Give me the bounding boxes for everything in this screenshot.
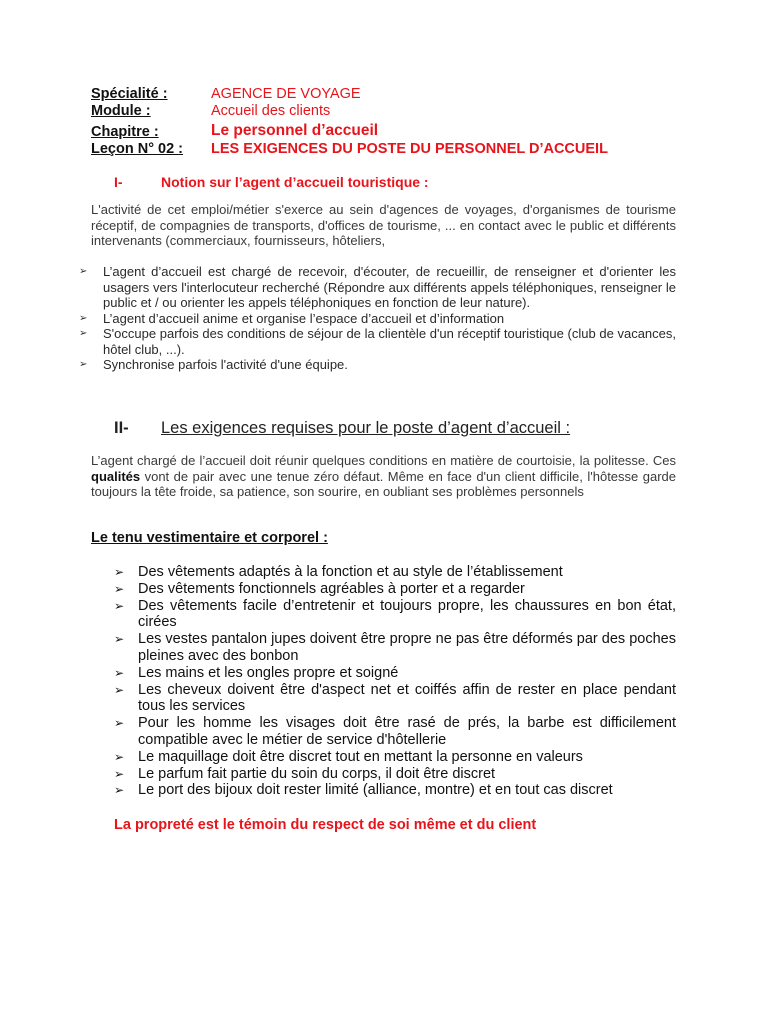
section2-heading — [114, 419, 570, 438]
list-item: ➢ Synchronise parfois l'activité d'une équipe. — [79, 357, 348, 372]
specialite-label: Spécialité : — [91, 86, 168, 102]
section1-intro: L'activité de cet emploi/métier s'exerce au sein d'agences de voyages, d'organismes de tourisme réceptif, de compagnies de transports, d'offices de tourisme, ... en contact avec le public et différents intervenants (commerciaux, fournisseurs, hôteliers, — [91, 202, 676, 248]
arrow-bullet-icon: ➢ — [114, 581, 125, 596]
chapitre-value: Le personnel d’accueil — [211, 122, 379, 139]
list-item: ➢ Des vêtements fonctionnels agréables à porter et a regarder — [114, 580, 525, 597]
section1-bullet-list — [79, 264, 676, 373]
list-item: ➢ Des vêtements facile d’entretenir et toujours propre, les chaussures en bon état, cirées — [114, 597, 676, 631]
arrow-bullet-icon: ➢ — [79, 266, 88, 277]
arrow-bullet-icon: ➢ — [114, 766, 125, 781]
list-item: ➢ Les mains et les ongles propre et soigné — [114, 664, 399, 681]
arrow-bullet-icon: ➢ — [114, 598, 125, 613]
list-item: ➢ Des vêtements adaptés à la fonction et au style de l’établissement — [114, 564, 563, 580]
list-item: ➢ Les vestes pantalon jupes doivent être propre ne pas être déformés par des poches pleines avec des bonbon — [114, 631, 676, 664]
qualites-emphasis: qualités — [91, 468, 141, 484]
section1-title: Notion sur l’agent d’accueil touristique : — [161, 174, 429, 190]
section2-title: Les exigences requises pour le poste d’agent d’accueil : — [161, 419, 571, 437]
arrow-bullet-icon: ➢ — [114, 682, 125, 697]
arrow-bullet-icon: ➢ — [114, 665, 125, 680]
specialite-value: AGENCE DE VOYAGE — [211, 86, 361, 102]
list-item: ➢ Le parfum fait partie du soin du corps, il doit être discret — [114, 765, 496, 782]
section2-intro: L’agent chargé de l’accueil doit réunir quelques conditions en matière de courtoisie, la politesse. Ces qualités vont de pair avec une tenue zéro défaut. Même en face d'un client difficile, l'hôtesse garde toujours la tête froide, sa patience, son sourire, en oubliant ses problèmes personnels — [91, 453, 676, 499]
chapitre-label: Chapitre : — [91, 124, 159, 140]
arrow-bullet-icon: ➢ — [114, 565, 125, 579]
list-item: ➢ Le port des bijoux doit rester limité (alliance, montre) et en tout cas discret — [114, 782, 613, 799]
section2-subheading: Le tenu vestimentaire et corporel : — [91, 530, 328, 546]
arrow-bullet-icon: ➢ — [79, 328, 88, 339]
list-item: ➢ Le maquillage doit être discret tout en mettant la personne en valeurs — [114, 748, 583, 765]
list-item: ➢ Les cheveux doivent être d'aspect net et coiffés affin de rester en place pendant tous les services — [114, 681, 676, 715]
section2-number: II- — [114, 419, 129, 437]
arrow-bullet-icon: ➢ — [79, 312, 88, 324]
list-item: ➢ S'occupe parfois des conditions de séjour de la clientèle d'un réceptif touristique (club de vacances, hôtel club, ...). — [79, 326, 676, 357]
module-value: Accueil des clients — [211, 103, 331, 119]
list-item: ➢ L’agent d’accueil anime et organise l’espace d’accueil et d’information — [79, 310, 505, 326]
arrow-bullet-icon: ➢ — [114, 749, 125, 764]
closing-statement: La propreté est le témoin du respect de soi même et du client — [114, 817, 537, 833]
lecon-value: LES EXIGENCES DU POSTE DU PERSONNEL D’ACCUEIL — [211, 141, 608, 157]
section1-heading — [114, 174, 429, 190]
module-label: Module : — [91, 103, 151, 119]
list-item: ➢ L’agent d’accueil est chargé de recevoir, d'écouter, de recueillir, de renseigner et d'orienter les usagers vers l'interlocuteur recherché (Répondre aux différents appels téléphoniques, renseigner le public et / ou orienter les appels téléphoniques en fonction de leur nature). — [79, 264, 676, 310]
list-item: ➢ Pour les homme les visages doit être rasé de prés, la barbe est difficilement compatible avec le métier de service d'hôtellerie — [114, 715, 676, 748]
arrow-bullet-icon: ➢ — [79, 359, 88, 370]
arrow-bullet-icon: ➢ — [114, 783, 125, 798]
lecon-label: Leçon N° 02 : — [91, 141, 184, 157]
section2-bullet-list — [114, 564, 676, 799]
section1-number: I- — [114, 174, 123, 190]
arrow-bullet-icon: ➢ — [114, 716, 125, 731]
arrow-bullet-icon: ➢ — [114, 632, 125, 647]
